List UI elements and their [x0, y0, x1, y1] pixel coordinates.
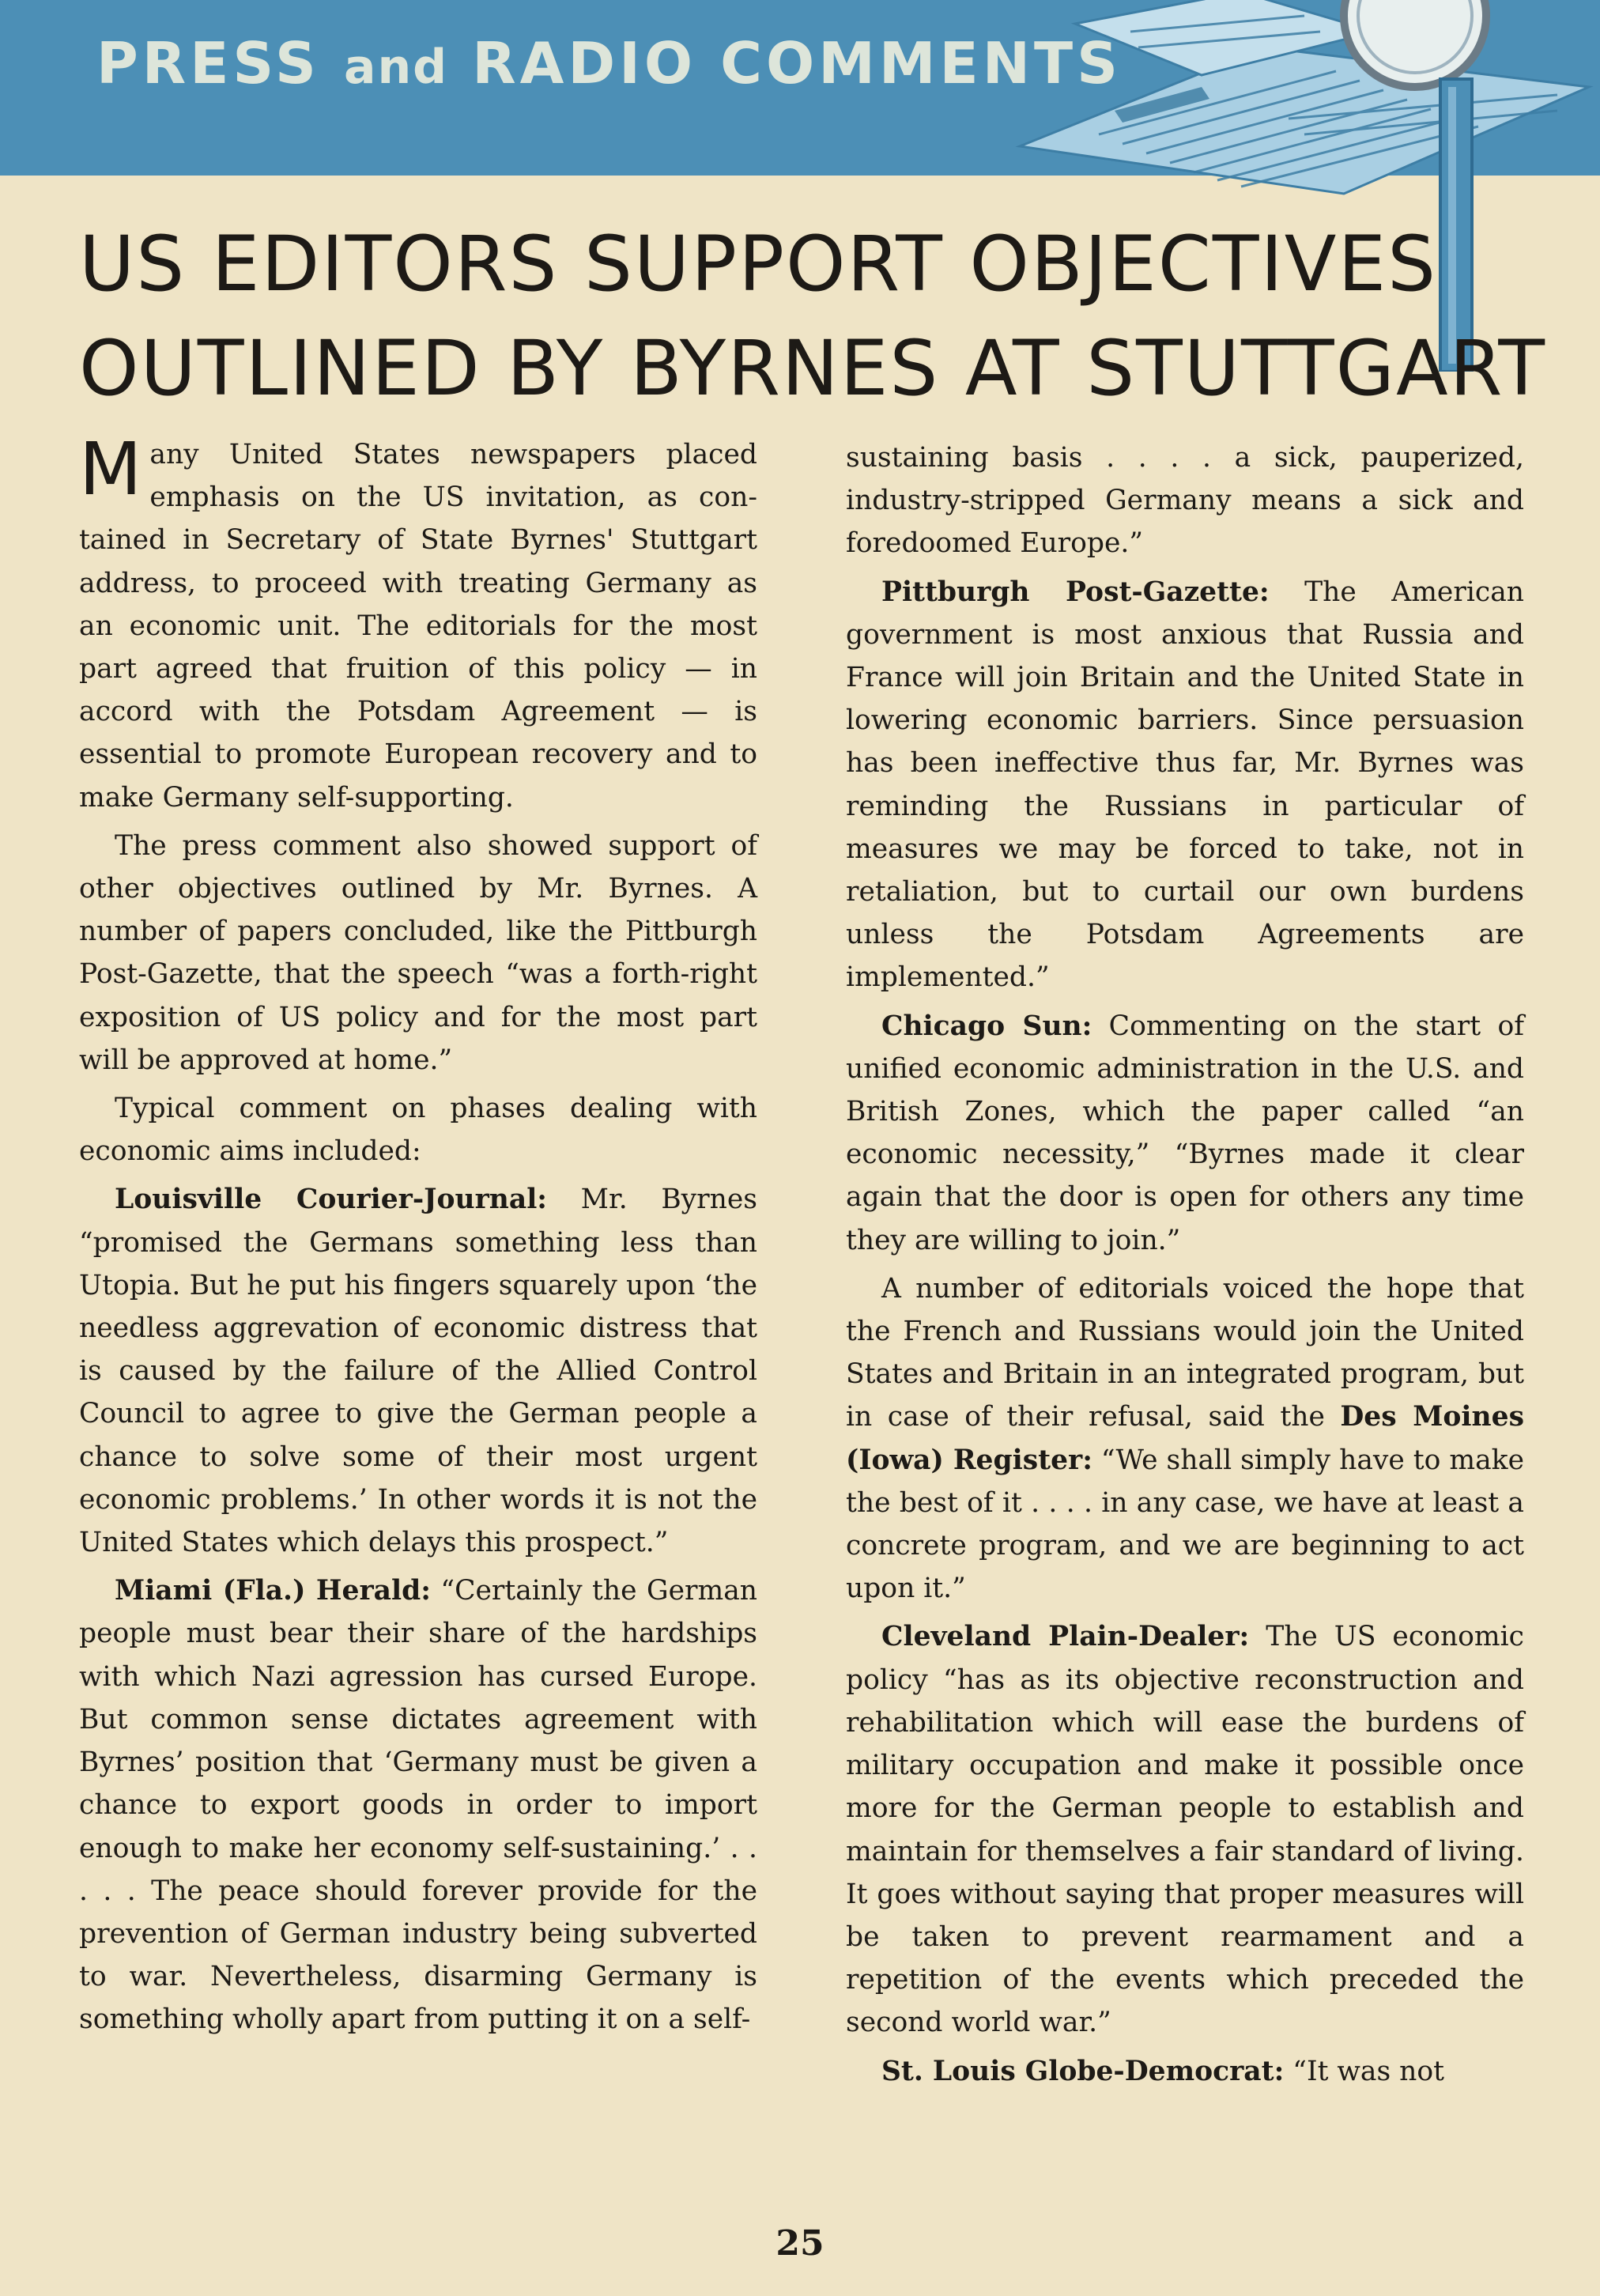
newspaper-name: Cleveland Plain-Dealer: [881, 1621, 1250, 1653]
quote-text: Mr. Byrnes “promised the Germans something less than Utopia. But he put his fingers squarely upon ‘the needless aggrevation of economic distress that is caused by the failure of the Allied Control Council to agree to give the German people a chance to solve some of their most urgent economic problems.’ In other words it is not the United States which delays this prospect.” [79, 1184, 757, 1559]
quote-text: “Certainly the German people must bear their share of the hardships with which Nazi agression has cursed Europe. But common sense dictates agreement with Byrnes’ position that ‘Germany must be given a chance to export goods in order to import enough to make her economy self-sustaining.’ . . . . . The peace should forever provide for the prevention of German industry being subverted to war. Nevertheless, disarming Germany is something wholly apart from putting it on a self- [79, 1575, 757, 2036]
article-paragraph [846, 436, 1524, 565]
paragraph-text: any United States newspapers placed emphasis on the US invitation, as contained in Secretary of State Byrnes' Stuttgart address, to proceed with treating Germany as an economic unit. The editorials for the most part agreed that fruition of this policy — in accord with the Potsdam Agreement — is essential to promote European recovery and to make Germany self-supporting. [79, 439, 757, 814]
paragraph-text: The press comment also showed support of other objectives outlined by Mr. Byrnes. A number of papers concluded, like the Pittburgh Post-Gazette, that the speech “was a forth-right exposition of US policy and for the most part will be approved at home.” [79, 829, 757, 1076]
newspaper-name: Pittburgh Post-Gazette: [881, 576, 1270, 608]
article-headline [79, 212, 1549, 421]
headline-line-2: OUTLINED BY BYRNES AT STUTTGART [79, 324, 1547, 413]
article-column-left [79, 427, 757, 2047]
newspaper-name: Chicago Sun: [881, 1010, 1092, 1042]
quote-text: The US economic policy “has as its objective reconstruction and rehabilitation which will ease the burdens of military occupation and make it possible once more for the German people to establish and maintain for themselves a fair standard of living. It goes without saying that proper measures will be taken to prevent rearmament and a repetition of the events which preceded the second world war.” [846, 1621, 1524, 2039]
quote-text: “It was not [1284, 2055, 1445, 2087]
article-paragraph [79, 1178, 757, 1564]
quote-text: The American government is most anxious that Russia and France will join Britain and the United State in lowering economic barriers. Since persuasion has been ineffective thus far, Mr. Byrnes was reminding the Russians in particular of measures we may be forced to take, not in retaliation, but to curtail our own burdens unless the Potsdam Agreements are implemented.” [846, 576, 1524, 994]
article-paragraph [79, 427, 757, 819]
paragraph-text: Typical comment on phases dealing with economic aims included: [79, 1093, 757, 1168]
newspaper-name: Des Moines (Iowa) Register: [846, 1401, 1524, 1476]
drop-cap: M [79, 427, 142, 512]
article-paragraph [846, 1005, 1524, 1262]
page-number: 25 [775, 2223, 825, 2264]
paragraph-text: A number of editorials voiced the hope that the French and Russians would join the United States and Britain in an integrated program, but in case of their refusal, said the [846, 1272, 1524, 1433]
newspaper-name: Louisville Courier-Journal: [115, 1184, 548, 1216]
quote-text: Commenting on the start of unified economic administration in the U.S. and British Zones, which the paper called “an economic necessity,” “Byrnes made it clear again that the door is open for others any time they are willing to join.” [846, 1010, 1524, 1256]
section-title [96, 30, 1122, 96]
quote-text: “We shall simply have to make the best of it . . . . in any case, we have at least a concrete program, and we are beginning to act upon it.” [846, 1444, 1524, 1605]
article-column-right [846, 436, 1524, 2098]
banner-word-radio-comments: RADIO COMMENTS [472, 30, 1122, 96]
paragraph-text: sustaining basis . . . . a sick, pauperized, industry-stripped Germany means a sick and foredoomed Europe.” [846, 442, 1524, 560]
newspaper-icon [1020, 0, 1589, 194]
article-paragraph [79, 1087, 757, 1173]
banner-word-press: PRESS [96, 30, 320, 96]
article-paragraph [846, 1267, 1524, 1611]
headline-line-1: US EDITORS SUPPORT OBJECTIVES [79, 220, 1438, 308]
banner-word-and: and [343, 40, 449, 95]
article-paragraph [79, 1569, 757, 2041]
article-paragraph [846, 571, 1524, 999]
newspaper-name: Miami (Fla.) Herald: [115, 1575, 431, 1607]
article-paragraph [79, 825, 757, 1082]
newspaper-name: St. Louis Globe-Democrat: [881, 2055, 1285, 2087]
article-paragraph [846, 1615, 1524, 2044]
article-paragraph [846, 2050, 1524, 2093]
